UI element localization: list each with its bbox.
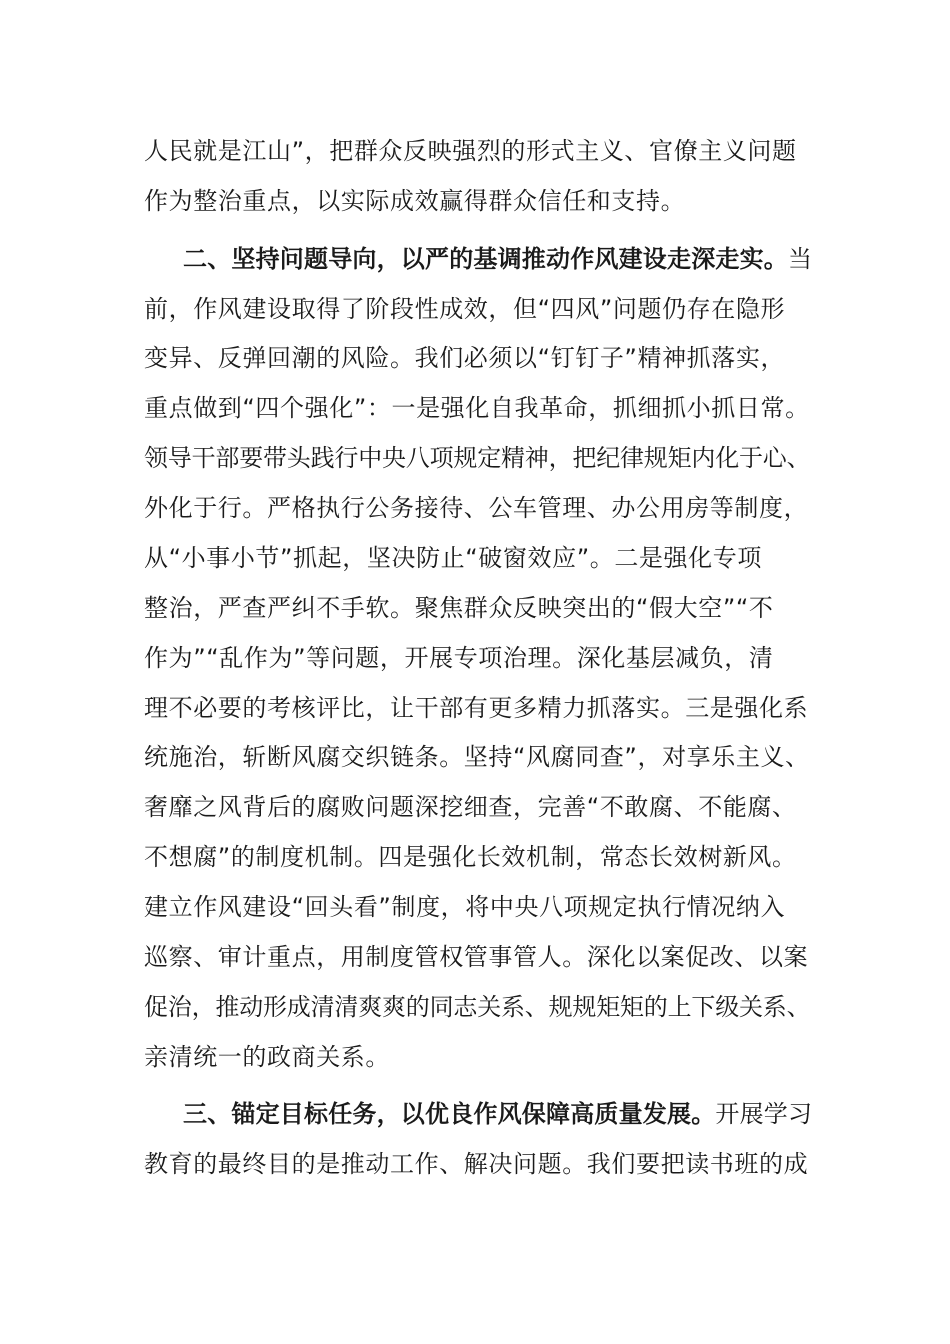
text-run: 前，作风建设取得了阶段性成效，但“四风”问题仍存在隐形 (144, 295, 786, 323)
text-run: 教育的最终目的是推动工作、解决问题。我们要把读书班的成 (144, 1150, 809, 1178)
section-heading-two: 二、坚持问题导向，以严的基调推动作风建设走深走实。 (183, 245, 788, 273)
text-line (144, 393, 810, 423)
text-run: 当 (788, 245, 813, 273)
text-run: 理不必要的考核评比，让干部有更多精力抓落实。三是强化系 (144, 694, 809, 722)
text-line (144, 643, 774, 673)
text-run: 重点做到“四个强化”：一是强化自我革命，抓细抓小抓日常。 (144, 394, 810, 422)
text-run: 作为整治重点，以实际成效赢得群众信任和支持。 (144, 187, 686, 215)
text-run: 开展学习 (715, 1100, 813, 1128)
text-line (144, 992, 810, 1022)
text-line (144, 942, 808, 972)
text-line (144, 493, 808, 523)
text-line (144, 693, 808, 723)
section-heading-line (183, 1099, 812, 1129)
text-run: 人民就是江山”，把群众反映强烈的形式主义、官僚主义问题 (144, 137, 797, 165)
text-run: 亲清统一的政商关系。 (144, 1043, 390, 1071)
text-run: 整治，严查严纠不手软。聚焦群众反映突出的“假大空”“不 (144, 594, 774, 622)
text-run: 变异、反弹回潮的风险。我们必须以“钉钉子”精神抓落实， (144, 344, 786, 372)
text-line (144, 543, 762, 573)
text-run: 外化于行。严格执行公务接待、公车管理、办公用房等制度， (144, 494, 809, 522)
text-line (144, 842, 797, 872)
text-line (144, 186, 685, 216)
text-run: 从“小事小节”抓起，坚决防止“破窗效应”。二是强化专项 (144, 544, 762, 572)
section-heading-line (183, 244, 812, 274)
text-line (144, 1149, 808, 1179)
text-run: 不想腐”的制度机制。四是强化长效机制，常态长效树新风。 (144, 843, 797, 871)
section-heading-three: 三、锚定目标任务，以优良作风保障高质量发展。 (183, 1100, 716, 1128)
text-line (144, 136, 797, 166)
text-line (144, 443, 810, 473)
text-line (144, 892, 785, 922)
text-run: 领导干部要带头践行中央八项规定精神，把纪律规矩内化于心、 (144, 444, 811, 472)
text-line (144, 1042, 390, 1072)
text-run: 奢靡之风背后的腐败问题深挖细查，完善“不敢腐、不能腐、 (144, 793, 797, 821)
text-run: 作为”“乱作为”等问题，开展专项治理。深化基层减负，清 (144, 644, 774, 672)
text-run: 建立作风建设“回头看”制度，将中央八项规定执行情况纳入 (144, 893, 786, 921)
text-line (144, 792, 797, 822)
text-line (144, 343, 785, 373)
text-line (144, 294, 785, 324)
text-line (144, 742, 810, 772)
text-run: 巡察、审计重点，用制度管权管事管人。深化以案促改、以案 (144, 943, 809, 971)
text-line (144, 593, 774, 623)
text-run: 统施治，斩断风腐交织链条。坚持“风腐同查”，对享乐主义、 (144, 743, 810, 771)
text-run: 促治，推动形成清清爽爽的同志关系、规规矩矩的上下级关系、 (144, 993, 811, 1021)
